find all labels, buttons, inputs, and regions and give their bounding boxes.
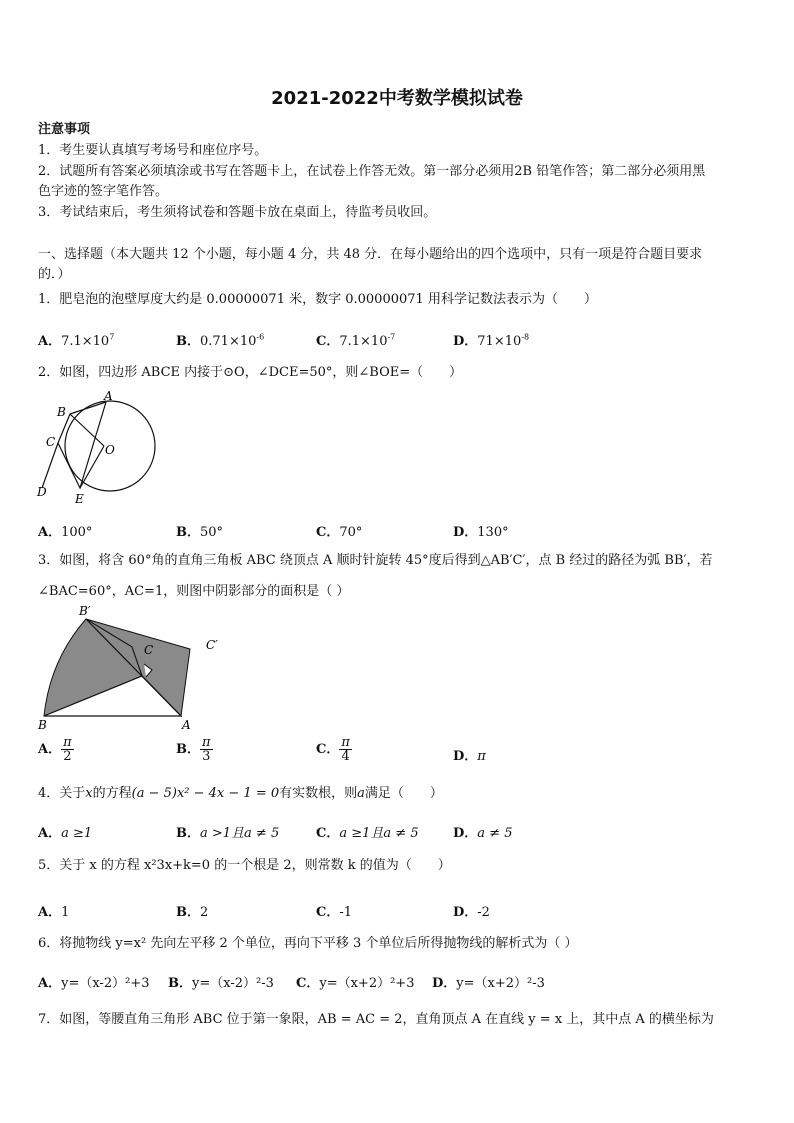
option-letter: A． (38, 905, 62, 920)
option-letter: D． (432, 976, 457, 991)
option-letter: A． (38, 742, 62, 757)
label-b: B (57, 405, 66, 419)
q4-option-c (316, 822, 419, 841)
option-text: 70° (339, 525, 363, 540)
stem-part: 的方程 (92, 786, 132, 801)
option-letter: B． (176, 742, 200, 757)
stem-part: 满足（ ） (364, 786, 443, 801)
segment-bo (70, 414, 104, 446)
option-text: 1 (61, 905, 70, 920)
q6-option-b (168, 972, 274, 991)
q4-option-a (38, 822, 92, 841)
option-letter: D． (453, 905, 478, 920)
option-text: -1 (339, 905, 353, 920)
q5-option-d (453, 901, 490, 920)
stem-part: 有实数根，则 (279, 786, 358, 801)
equation: (a − 5)x² − 4x − 1 = 0 (131, 786, 280, 801)
q5-option-a (38, 901, 69, 920)
q2-option-a (38, 521, 92, 540)
option-letter: C． (316, 826, 340, 841)
option-letter: D． (453, 826, 478, 841)
option-fraction (61, 736, 74, 763)
stem-part: 4．关于 (38, 786, 86, 801)
question-4-stem (38, 786, 443, 802)
option-text: 0.71×10 (200, 334, 257, 349)
option-letter: C． (296, 976, 320, 991)
variable-a: a (357, 786, 365, 801)
option-text: -2 (477, 905, 490, 920)
option-letter: D． (453, 749, 478, 764)
notice-heading: 注意事项 (38, 122, 91, 137)
option-letter: C． (316, 905, 340, 920)
notice-item: 色字迹的签字笔作答。 (38, 184, 169, 199)
option-letter: A． (38, 826, 62, 841)
option-text: 7.1×10 (339, 334, 388, 349)
label-o: O (105, 443, 115, 457)
option-letter: B． (168, 976, 192, 991)
option-text: y=（x-2）²+3 (61, 976, 150, 991)
variable-x: x (85, 786, 93, 801)
question-1-stem: 1．肥皂泡的泡壁厚度大约是 0.00000071 米，数字 0.00000071 用科学记数法表示为（ ） (38, 292, 597, 307)
fraction-denominator: 2 (63, 749, 72, 764)
q6-option-c (296, 972, 414, 991)
option-letter: B． (176, 826, 200, 841)
section-heading: 一、选择题（本大题共 12 个小题，每小题 4 分，共 48 分．在每小题给出的四个选项中，只有一项是符合题目要求 (38, 247, 703, 262)
option-letter: A． (38, 976, 62, 991)
option-text: 7.1×10 (61, 334, 110, 349)
option-text: y=（x+2）²-3 (456, 976, 545, 991)
option-text: y=（x-2）²-3 (192, 976, 274, 991)
option-letter: A． (38, 525, 62, 540)
page-title: 2021-2022中考数学模拟试卷 (271, 88, 523, 109)
q1-option-d (453, 330, 529, 349)
option-text: 2 (200, 905, 209, 920)
option-text: 100° (61, 525, 93, 540)
q4-option-d (453, 822, 512, 841)
q1-option-c (316, 330, 395, 349)
option-letter: A． (38, 334, 62, 349)
question-2-stem: 2．如图，四边形 ABCE 内接于⊙O，∠DCE=50°，则∠BOE=（ ） (38, 365, 463, 380)
question-3-stem-cont: ∠BAC=60°，AC=1，则图中阴影部分的面积是（ ） (38, 584, 350, 599)
q2-option-d (453, 521, 509, 540)
option-fraction (339, 736, 352, 763)
extension-cd (42, 443, 58, 488)
q2-option-b (176, 521, 223, 540)
rotation-figure (32, 602, 232, 732)
question-5-stem: 5．关于 x 的方程 x²3x+k=0 的一个根是 2，则常数 k 的值为（ ） (38, 858, 451, 873)
option-exponent: -6 (256, 332, 265, 342)
section-heading-cont: 的．） (38, 267, 71, 282)
fraction-denominator: 4 (341, 749, 350, 764)
option-letter: B． (176, 905, 200, 920)
fraction-numerator: π (202, 735, 211, 750)
option-text: a ≠ 5 (477, 826, 513, 841)
option-text: a >1且a ≠ 5 (200, 826, 280, 841)
q3-option-c (316, 736, 352, 763)
option-text: 71×10 (477, 334, 522, 349)
option-exponent: -7 (387, 332, 396, 342)
notice-item: 3．考试结束后，考生须将试卷和答题卡放在桌面上，待监考员收回。 (38, 205, 437, 220)
option-text: y=（x+2）²+3 (319, 976, 415, 991)
option-text: 130° (477, 525, 509, 540)
option-letter: D． (453, 525, 478, 540)
option-letter: B． (176, 525, 200, 540)
q5-option-c (316, 901, 352, 920)
notice-item: 2．试题所有答案必须填涂或书写在答题卡上，在试卷上作答无效。第一部分必须用2B 铅笔作答；第二部分必须用黑 (38, 164, 706, 179)
fraction-numerator: π (341, 735, 350, 750)
q3-option-b (176, 736, 213, 763)
option-text: a ≥1且a ≠ 5 (339, 826, 419, 841)
option-fraction (200, 736, 213, 763)
q6-option-a (38, 972, 149, 991)
label-c: C (46, 435, 56, 449)
q1-option-a (38, 330, 114, 349)
option-text: a ≥1 (61, 826, 93, 841)
option-letter: B． (176, 334, 200, 349)
fraction-denominator: 3 (202, 749, 211, 764)
q1-option-b (176, 330, 264, 349)
label-b-prime: B′ (79, 604, 91, 618)
question-6-stem: 6．将抛物线 y=x² 先向左平移 2 个单位，再向下平移 3 个单位后所得抛物线的解析式为（ ） (38, 936, 578, 951)
circle-figure (32, 388, 162, 510)
notice-item: 1．考生要认真填写考场号和座位序号。 (38, 143, 268, 158)
q3-option-d (453, 745, 486, 764)
label-c: C (144, 643, 154, 657)
option-text: π (477, 749, 486, 764)
segment-oe (80, 446, 104, 488)
option-letter: D． (453, 334, 478, 349)
option-text: 50° (200, 525, 224, 540)
q3-option-a (38, 736, 74, 763)
label-c-prime: C′ (206, 638, 218, 652)
label-b: B (38, 718, 47, 732)
q6-option-d (432, 972, 545, 991)
question-7-stem: 7．如图，等腰直角三角形 ABC 位于第一象限，AB = AC = 2，直角顶点 A 在直线 y = x 上，其中点 A 的横坐标为 (38, 1012, 714, 1027)
question-3-stem: 3．如图，将含 60°角的直角三角板 ABC 绕顶点 A 顺时针旋转 45°度后得到△AB′C′，点 B 经过的路径为弧 BB′，若 (38, 553, 713, 568)
fraction-numerator: π (63, 735, 72, 750)
label-a: A (182, 718, 191, 732)
label-a: A (104, 389, 113, 403)
option-letter: C． (316, 742, 340, 757)
q5-option-b (176, 901, 208, 920)
label-d: D (37, 485, 47, 499)
q4-option-b (176, 822, 279, 841)
q2-option-c (316, 521, 362, 540)
option-exponent: 7 (109, 332, 115, 342)
option-letter: C． (316, 334, 340, 349)
option-letter: C． (316, 525, 340, 540)
option-exponent: -8 (521, 332, 530, 342)
label-e: E (75, 492, 84, 506)
